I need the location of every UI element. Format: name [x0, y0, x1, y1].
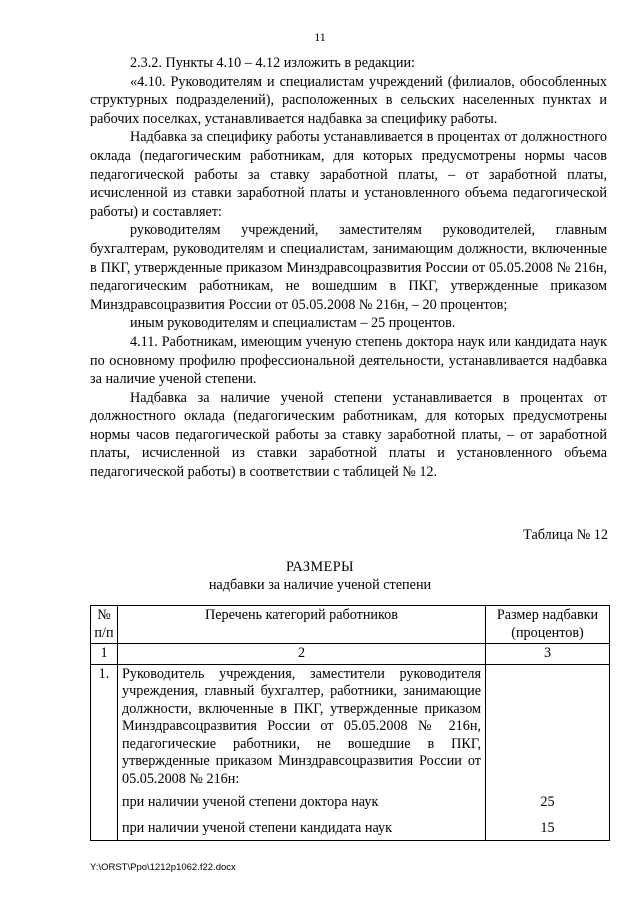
row-number: 1.: [91, 664, 118, 841]
numbering-cell: 3: [486, 644, 610, 665]
paragraph: 4.11. Работникам, имеющим ученую степень доктора наук или кандидата наук по основному профилю профессиональной деятельности, устанавливается надбавка за наличие ученой степени.: [90, 333, 607, 388]
header-category: Перечень категорий работников: [118, 606, 486, 644]
subrow-label: при наличии ученой степени доктора наук: [118, 789, 486, 815]
paragraph: Надбавка за наличие ученой степени устанавливается в процентах от должностного оклада (педагогическим работникам, для которых предусмотрены нормы часов педагогической работы за ставку заработной платы, – от заработной платы, исчисленной из ставки заработной платы и установленного объема педагогической работы) в соответствии с таблицей № 12.: [90, 389, 607, 481]
row-size-empty: [486, 664, 610, 789]
paragraph: иным руководителям и специалистам – 25 процентов.: [130, 315, 456, 332]
header-size: Размер надбавки (процентов): [486, 606, 610, 644]
row-category-text: Руководитель учреждения, заместители руководителя учреждения, главный бухгалтер, работники, занимающие должности, включенные в ПКГ, утвержденные приказом Минздравсоцразвития России от 05.05.2008 № 216н, педагогические работники, не вошедшие в ПКГ, утвержденные приказом Минздравсоцразвития России от 05.05.2008 № 216н:: [118, 664, 486, 789]
paragraph: руководителям учреждений, заместителям руководителей, главным бухгалтерам, руководителям и специалистам, занимающим должности, включенные в ПКГ, утвержденные приказом Минздравсоцразвития России от 05.05.2008 № 216н, педагогическим работникам, не вошедшим в ПКГ, утвержденные приказом Минздравсоцразвития России от 05.05.2008 № 216н, – 20 процентов;: [90, 222, 607, 313]
table-header-row: [91, 606, 610, 644]
allowance-table: [90, 605, 610, 841]
header-number: № п/п: [91, 606, 118, 644]
table-subrow: [91, 789, 610, 815]
subrow-value: 15: [486, 815, 610, 841]
document-body: [90, 54, 607, 482]
numbering-cell: 2: [118, 644, 486, 665]
table-row: [91, 664, 610, 789]
file-path-footer: Y:\ORST\Ppo\1212p1062.f22.docx: [90, 862, 236, 873]
paragraph: Надбавка за специфику работы устанавливается в процентах от должностного оклада (педагогическим работникам, для которых предусмотрены нормы часов педагогической работы за ставку заработной платы, – от заработной платы, исчисленной из ставки заработной платы и установленного объема педагогической работы) и составляет:: [90, 129, 607, 220]
subrow-label: при наличии ученой степени кандидата наук: [118, 815, 486, 841]
table-label: Таблица № 12: [523, 527, 608, 543]
table-subtitle: надбавки за наличие ученой степени: [208, 577, 432, 593]
numbering-cell: 1: [91, 644, 118, 665]
page-number: 11: [314, 30, 326, 44]
table-numbering-row: [91, 644, 610, 665]
table-title: РАЗМЕРЫ: [285, 559, 355, 575]
subrow-value: 25: [486, 789, 610, 815]
paragraph: 2.3.2. Пункты 4.10 – 4.12 изложить в редакции:: [130, 55, 415, 71]
paragraph: «4.10. Руководителям и специалистам учреждений (филиалов, обособленных структурных подразделений), расположенных в сельских населенных пунктах и рабочих поселках, устанавливается надбавка за специфику работы.: [90, 73, 607, 127]
table-subrow: [91, 815, 610, 841]
